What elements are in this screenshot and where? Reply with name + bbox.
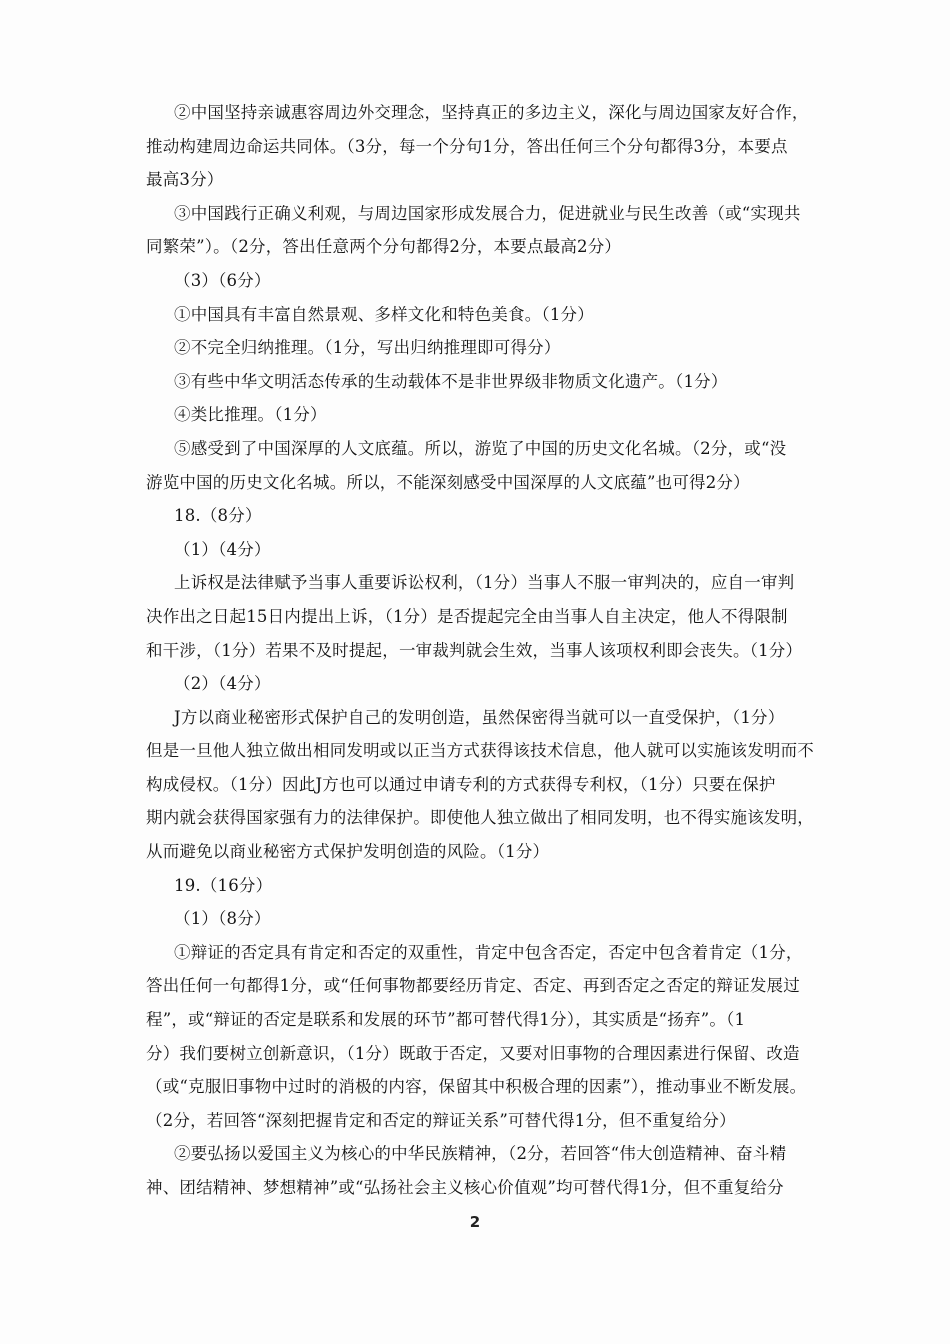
text-line: 构成侵权。（1分）因此J方也可以通过申请专利的方式获得专利权，（1分）只要在保护: [146, 774, 776, 794]
text-line: 推动构建周边命运共同体。（3分，每一个分句1分，答出任何三个分句都得3分，本要点: [146, 136, 788, 156]
text-line: 和干涉，（1分）若果不及时提起，一审裁判就会生效，当事人该项权利即会丧失。（1分）: [146, 640, 803, 660]
text-line: 同繁荣”）。（2分，答出任意两个分句都得2分，本要点最高2分）: [146, 237, 622, 257]
text-line: 上诉权是法律赋予当事人重要诉讼权利，（1分）当事人不服一审判决的，应自一审判: [174, 573, 795, 593]
text-line: 但是一旦他人独立做出相同发明或以正当方式获得该技术信息，他人就可以实施该发明而不: [146, 741, 814, 761]
text-line: 从而避免以商业秘密方式保护发明创造的风险。（1分）: [146, 842, 550, 862]
text-line: （或“克服旧事物中过时的消极的内容，保留其中积极合理的因素”），推动事业不断发展。: [146, 1077, 807, 1097]
text-line: 分）我们要树立创新意识，（1分）既敢于否定，又要对旧事物的合理因素进行保留、改造: [146, 1043, 800, 1063]
text-line: ②不完全归纳推理。（1分，写出归纳推理即可得分）: [174, 338, 561, 358]
text-line: 19.（16分）: [174, 875, 273, 895]
text-line: 最高3分）: [146, 170, 224, 190]
text-line: ①中国具有丰富自然景观、多样文化和特色美食。（1分）: [174, 304, 594, 324]
text-line: J方以商业秘密形式保护自己的发明创造，虽然保密得当就可以一直受保护，（1分）: [174, 707, 785, 727]
text-line: ③有些中华文明活态传承的生动载体不是非世界级非物质文化遗产。（1分）: [174, 371, 728, 391]
page-number: 2: [469, 1213, 481, 1231]
text-line: ③中国践行正确义利观，与周边国家形成发展合力，促进就业与民生改善（或“实现共: [174, 203, 801, 223]
text-line: 18.（8分）: [174, 506, 262, 526]
text-line: 决作出之日起15日内提出上诉，（1分）是否提起完全由当事人自主决定，他人不得限制: [146, 606, 788, 626]
text-line: ②要弘扬以爱国主义为核心的中华民族精神，（2分，若回答“伟大创造精神、奋斗精: [174, 1144, 787, 1164]
text-line: （2）（4分）: [174, 674, 271, 694]
text-line: ②中国坚持亲诚惠容周边外交理念，坚持真正的多边主义，深化与周边国家友好合作，: [174, 103, 809, 122]
text-line: 游览中国的历史文化名城。所以，不能深刻感受中国深厚的人文底蕴”也可得2分）: [146, 472, 750, 492]
text-line: 期内就会获得国家强有力的法律保护。即使他人独立做出了相同发明，也不得实施该发明，: [146, 808, 814, 828]
text-line: 程”，或“辩证的否定是联系和发展的环节”都可替代得1分），其实质是“扬弃”。（1: [146, 1010, 746, 1030]
text-line: ⑤感受到了中国深厚的人文底蕴。所以，游览了中国的历史文化名城。（2分，或“没: [174, 438, 787, 458]
text-line: （3）（6分）: [174, 270, 271, 290]
answer-text-body: [146, 96, 814, 1205]
text-line: 答出任何一句都得1分，或“任何事物都要经历肯定、否定、再到否定之否定的辩证发展过: [146, 976, 800, 996]
text-line: ④类比推理。（1分）: [174, 405, 327, 425]
text-line: （1）（8分）: [174, 909, 271, 929]
text-line: （2分，若回答“深刻把握肯定和否定的辩证关系”可替代得1分，但不重复给分）: [146, 1110, 736, 1130]
text-line: （1）（4分）: [174, 539, 271, 559]
text-line: 神、团结精神、梦想精神”或“弘扬社会主义核心价值观”均可替代得1分，但不重复给分: [146, 1178, 784, 1197]
text-line: ①辩证的否定具有肯定和否定的双重性，肯定中包含否定，否定中包含着肯定（1分，: [174, 942, 803, 962]
